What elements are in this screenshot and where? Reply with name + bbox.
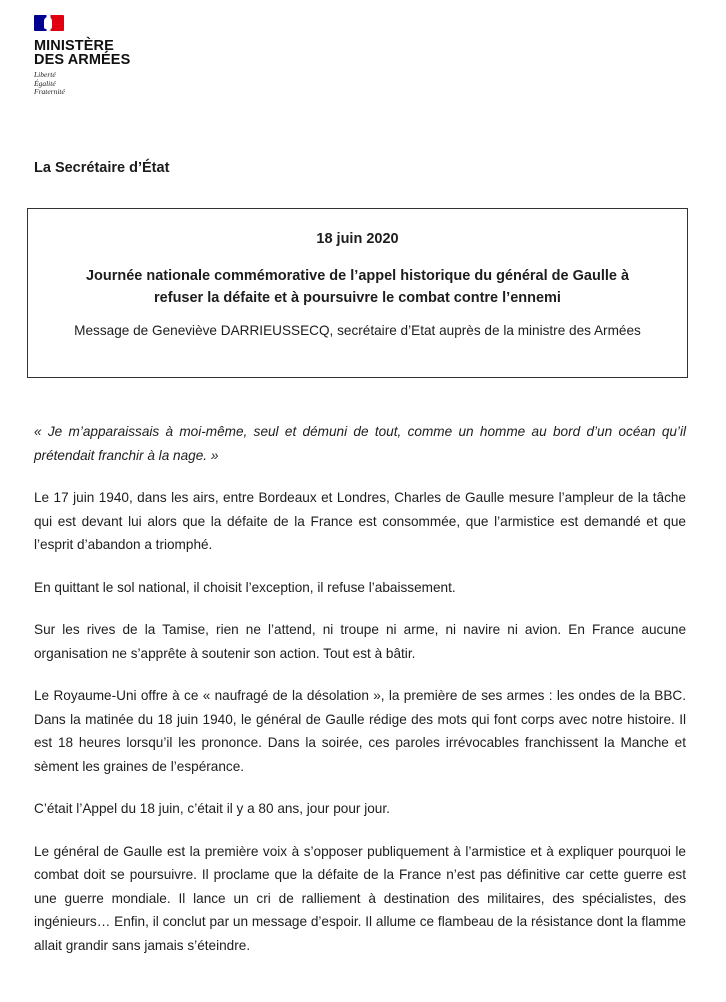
motto-egalite: Égalité [34, 78, 56, 88]
headline-line1: Journée nationale commémorative de l’appel historique du général de Gaulle à [85, 268, 630, 284]
ministry-logo [34, 14, 154, 97]
ministry-name-line2: DES ARMÉES [34, 52, 131, 68]
body-paragraph: Sur les rives de la Tamise, rien ne l’attend, ni troupe ni arme, ni navire ni avion. En France aucune organisation ne s’apprête à soutenir son action. Tout est à bâtir. [34, 622, 686, 661]
ministry-name-line1: MINISTÈRE [34, 38, 114, 54]
marianne-emblem [34, 15, 64, 31]
body-paragraph: En quittant le sol national, il choisit l’exception, il refuse l’abaissement. [34, 579, 456, 595]
body-paragraph: Le général de Gaulle est la première voix à s’opposer publiquement à l’armistice et à expliquer pourquoi le combat doit se poursuivre. Il proclame que la défaite de la France n’est pas définitive car cette guerre est une guerre mondiale. Il lance un cri de ralliement à destination des militaires, des spécialistes, des ingénieurs… Enfin, il conclut par un message d’espoir. Il allume ce flambeau de la résistance dont la flamme allait grandir sans jamais s’éteindre. [34, 843, 686, 953]
ministry-name [34, 39, 154, 67]
opening-quote: « Je m’apparaissais à moi-même, seul et démuni de tout, comme un homme au bord d’un océan qu’il prétendait franchir à la nage. » [34, 424, 686, 463]
body-paragraph: C’était l’Appel du 18 juin, c’était il y a 80 ans, jour pour jour. [34, 801, 390, 816]
document-headline [28, 265, 687, 309]
body-paragraph: Le Royaume-Uni offre à ce « naufragé de la désolation », la première de ses armes : les ondes de la BBC. Dans la matinée du 18 juin 1940, le général de Gaulle rédige des mots qui font corps avec notre histoire. Il est 18 heures lorsqu’il les prononce. Dans la soirée, ces paroles irrévocables franchissent la Manche et sèment les graines de l’espérance. [34, 688, 686, 774]
document-body [34, 420, 686, 976]
republic-motto [34, 71, 154, 97]
document-date: 18 juin 2020 [316, 231, 399, 247]
motto-liberte: Liberté [34, 70, 56, 79]
headline-line2: refuser la défaite et à poursuivre le combat contre l’ennemi [154, 290, 561, 306]
message-attribution: Message de Geneviève DARRIEUSSECQ, secrétaire d’Etat auprès de la ministre des Armées [74, 323, 641, 338]
section-title: La Secrétaire d’État [34, 160, 170, 176]
header-box [27, 208, 688, 378]
body-paragraph: Le 17 juin 1940, dans les airs, entre Bordeaux et Londres, Charles de Gaulle mesure l’ampleur de la tâche qui est devant lui alors que la défaite de la France est consommée, que l’armistice est demandé et que l’esprit d’abandon a triomphé. [34, 490, 686, 552]
motto-fraternite: Fraternité [34, 87, 65, 96]
marianne-flag-icon [34, 14, 154, 32]
